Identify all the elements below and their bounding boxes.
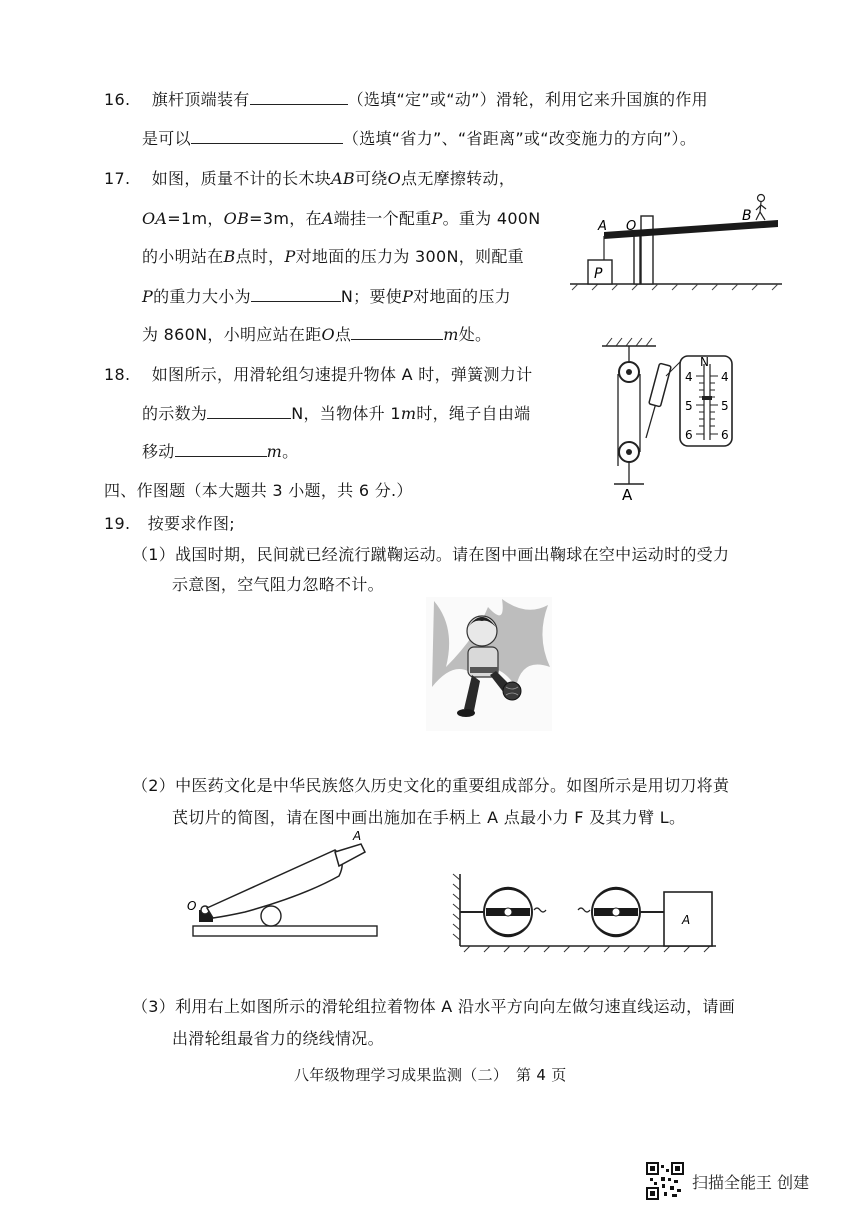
scale-tick-6-left: 6 bbox=[685, 428, 693, 442]
qr-code-icon bbox=[646, 1162, 684, 1200]
scale-tick-4-left: 4 bbox=[685, 370, 693, 384]
q17-line-2: OA=1m，OB=3m，在A端挂一个配重P。重为 400N bbox=[142, 209, 541, 228]
q17-line-5: 为 860N，小明应站在距O点 m处。 bbox=[142, 325, 492, 344]
cuju-kick-illustration bbox=[426, 597, 552, 731]
q16-line-1: 16. 旗杆顶端装有 （选填“定”或“动”）滑轮，利用它来升国旗的作用 bbox=[104, 90, 708, 109]
q18-number: 18. bbox=[104, 365, 131, 384]
q19-line-title: 19. 按要求作图; bbox=[104, 514, 235, 533]
q19-number: 19. bbox=[104, 514, 131, 533]
herb-round bbox=[261, 906, 281, 926]
ceiling-hatch bbox=[606, 338, 652, 346]
q17-lever-figure bbox=[568, 190, 784, 292]
q19-part3-line-1: （3）利用右上如图所示的滑轮组拉着物体 A 沿水平方向向左做匀速直线运动，请画 bbox=[132, 997, 735, 1016]
scale-tick-5-right: 5 bbox=[721, 399, 729, 413]
pivot-stand bbox=[641, 216, 653, 284]
fulcrum-post bbox=[634, 232, 640, 284]
cuju-ball bbox=[503, 682, 521, 700]
q18-blank-1[interactable] bbox=[207, 404, 291, 419]
section-4-heading: 四、作图题（本大题共 3 小题，共 6 分.） bbox=[104, 481, 413, 500]
label-object-a: A bbox=[622, 486, 633, 504]
q19-part1-line-1: （1）战国时期，民间就已经流行蹴鞠运动。请在图中画出鞠球在空中运动时的受力 bbox=[132, 545, 730, 564]
ground-hatch bbox=[572, 284, 778, 290]
q17-line-3: 的小明站在B点时，P对地面的压力为 300N，则配重 bbox=[142, 247, 524, 266]
q19-part2-line-1: （2）中医药文化是中华民族悠久历史文化的重要组成部分。如图所示是用切刀将黄 bbox=[132, 776, 730, 795]
page-footer: 八年级物理学习成果监测（二） 第 4 页 bbox=[294, 1066, 567, 1084]
label-p: P bbox=[594, 266, 603, 282]
wall-hatch bbox=[453, 874, 460, 940]
q17-number: 17. bbox=[104, 169, 131, 188]
q18-blank-2[interactable] bbox=[175, 442, 267, 457]
cutter-lever-figure bbox=[185, 830, 381, 942]
label-o: O bbox=[626, 219, 637, 234]
q18-pulley-figure bbox=[596, 334, 738, 506]
q18-line-1: 18. 如图所示，用滑轮组匀速提升物体 A 时，弹簧测力计 bbox=[104, 365, 533, 384]
scanner-watermark bbox=[646, 1162, 809, 1200]
q19-part1-line-2: 示意图，空气阻力忽略不计。 bbox=[172, 575, 384, 594]
scale-unit-n: N bbox=[700, 355, 709, 369]
q17-blank-1[interactable] bbox=[251, 287, 341, 302]
horizontal-pulley-figure bbox=[450, 870, 720, 954]
q17-line-4: P的重力大小为 N；要使P对地面的压力 bbox=[142, 287, 511, 306]
label-point-o: O bbox=[187, 899, 197, 913]
q18-line-2: 的示数为 N，当物体升 1m时，绳子自由端 bbox=[142, 404, 531, 423]
spring-scale bbox=[649, 363, 671, 407]
q19-part2-line-2: 芪切片的简图，请在图中画出施加在手柄上 A 点最小力 F 及其力臂 L。 bbox=[172, 808, 686, 827]
cutter-handle bbox=[335, 844, 365, 866]
q17-blank-2[interactable] bbox=[351, 325, 443, 340]
q18-line-3: 移动 m。 bbox=[142, 442, 299, 461]
label-a: A bbox=[598, 219, 607, 234]
scale-tick-4-right: 4 bbox=[721, 370, 729, 384]
person-icon bbox=[756, 195, 766, 221]
q19-part3-line-2: 出滑轮组最省力的绕线情况。 bbox=[172, 1029, 384, 1048]
q16-number: 16. bbox=[104, 90, 131, 109]
cutter-base bbox=[193, 926, 377, 936]
q16-blank-2[interactable] bbox=[191, 129, 343, 144]
q16-line-2: 是可以 （选填“省力”、“省距离”或“改变施力的方向”）。 bbox=[142, 129, 697, 148]
watermark-text: 扫描全能王 创建 bbox=[692, 1172, 810, 1192]
q17-line-1: 17. 如图，质量不计的长木块AB可绕O点无摩擦转动， bbox=[104, 169, 516, 188]
label-b: B bbox=[742, 208, 752, 224]
label-object-a-box: A bbox=[682, 913, 691, 927]
scale-tick-6-right: 6 bbox=[721, 428, 729, 442]
floor-hatch bbox=[464, 946, 710, 952]
q16-blank-1[interactable] bbox=[250, 90, 348, 105]
label-point-a: A bbox=[353, 830, 362, 843]
scale-tick-5-left: 5 bbox=[685, 399, 693, 413]
